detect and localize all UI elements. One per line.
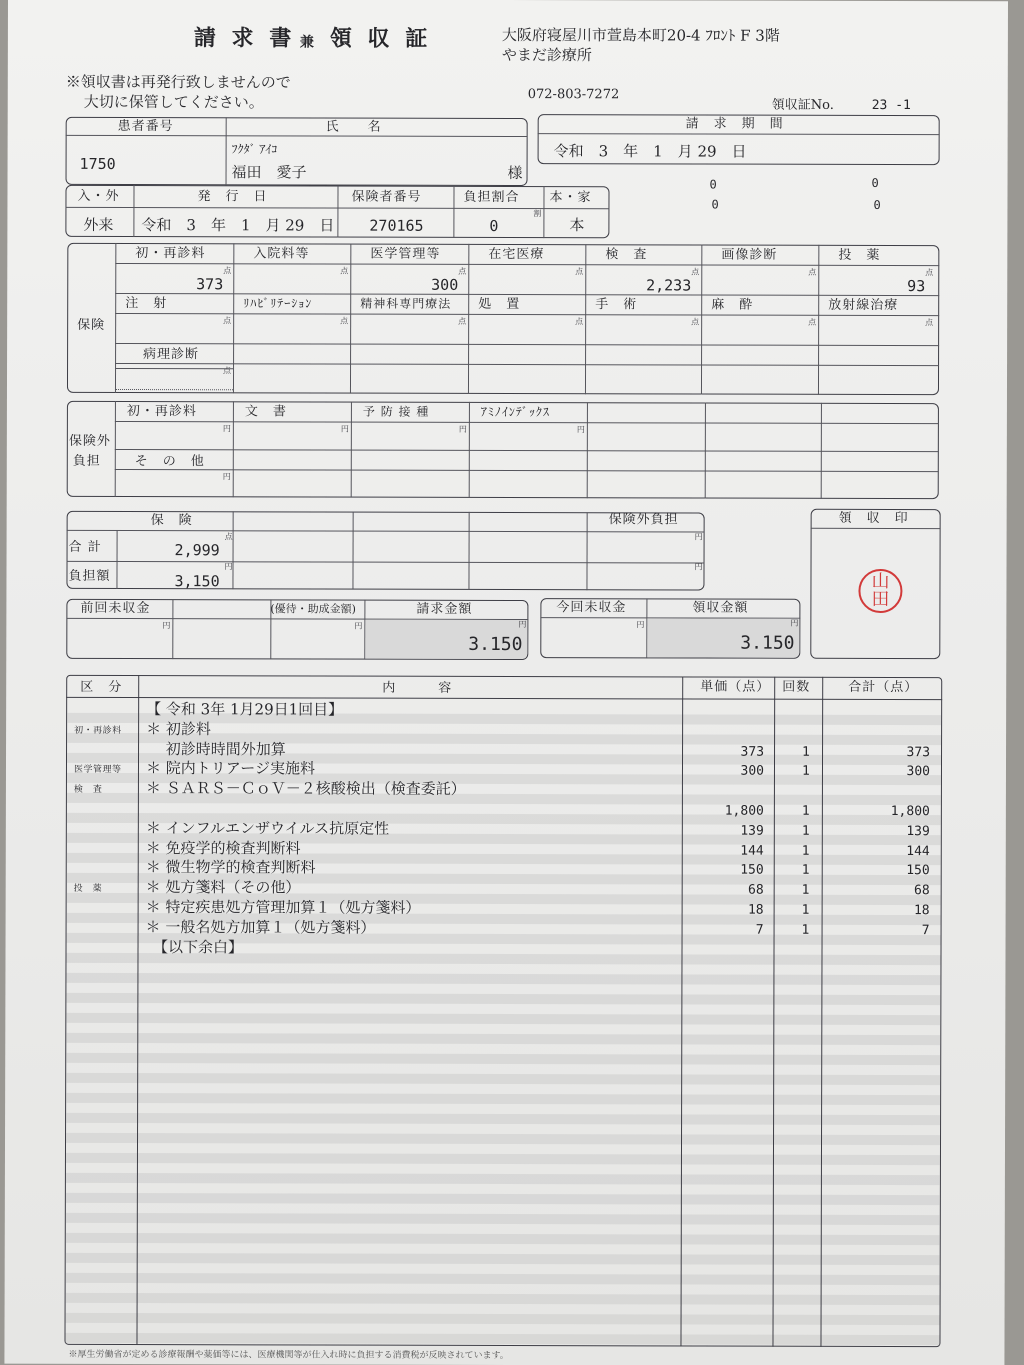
extra-zero-1: 0 xyxy=(709,177,717,192)
sum-unit: 点 xyxy=(224,532,233,542)
received-amount-label: 領収金額 xyxy=(692,600,749,616)
billed-amount-label: 請求金額 xyxy=(416,601,473,617)
details-stripe xyxy=(66,1213,940,1225)
details-row-count: 1 xyxy=(801,863,810,879)
ins-head-row2: ﾘﾊﾋﾞﾘﾃｰｼｮﾝ xyxy=(243,296,313,311)
previous-unpaid-label: 前回未収金 xyxy=(80,600,151,617)
ins-head-row1: 初・再診料 xyxy=(135,246,206,262)
noni-unit: 円 xyxy=(222,472,231,482)
billing-period-value: 令和 3 年 1 月 29 日 xyxy=(553,142,747,161)
receipt-stamp-label: 領 収 印 xyxy=(838,510,909,527)
details-stripe xyxy=(66,1273,940,1285)
received-unit: 円 xyxy=(790,618,799,628)
ins-row-line xyxy=(115,313,939,316)
total-sum: 2,999 xyxy=(174,541,220,560)
ins-head-row2: 手 術 xyxy=(595,297,638,313)
clinic-name: やまだ診療所 xyxy=(501,45,592,65)
details-head-unit-price: 単価（点） xyxy=(700,679,771,695)
ins-unit: 点 xyxy=(223,266,232,276)
ins-head-row1: 検 査 xyxy=(605,247,648,263)
details-row-price: 373 xyxy=(740,744,765,760)
stamp-char-1: 山 xyxy=(871,570,890,593)
patient-number: 1750 xyxy=(79,154,116,173)
ratio-unit: 割 xyxy=(533,209,542,219)
ins-unit: 点 xyxy=(925,318,934,328)
ins-value-row1: 93 xyxy=(907,277,926,296)
ins-row-line xyxy=(115,389,233,390)
noni-other-label: そ の 他 xyxy=(134,454,205,470)
non-ins-sum-unit: 円 xyxy=(694,532,703,542)
details-stripe xyxy=(66,1253,940,1265)
noni-unit: 円 xyxy=(340,424,349,434)
details-row-price: 1,800 xyxy=(724,803,764,819)
noni-row-line xyxy=(115,469,939,472)
noni-unit: 円 xyxy=(458,424,467,434)
ins-unit: 点 xyxy=(223,366,232,376)
ins-head-row1: 入院料等 xyxy=(253,246,310,262)
details-stripe xyxy=(66,1133,940,1145)
insured-family-label: 本・家 xyxy=(549,190,592,206)
ins-unit: 点 xyxy=(458,266,467,276)
details-head-count: 回数 xyxy=(782,679,811,695)
ins-col-line xyxy=(818,245,819,395)
ins-row-line xyxy=(115,368,233,369)
ins-row-line xyxy=(115,263,939,266)
totals-insurance-label: 保 険 xyxy=(150,513,193,529)
billed-amount: 3.150 xyxy=(468,633,523,656)
details-row-price: 300 xyxy=(740,764,765,780)
details-row-content: ＊ 初診料 xyxy=(146,719,211,739)
details-stripe xyxy=(66,1113,940,1125)
ins-head-row2: 精神科専門療法 xyxy=(360,296,452,311)
notice-line2: 大切に保管してください。 xyxy=(83,92,264,112)
subsidy-unit: 円 xyxy=(354,621,363,631)
ins-unit: 点 xyxy=(575,267,584,277)
title-left: 請 求 書 xyxy=(193,25,296,52)
details-row-content: 初診時時間外加算 xyxy=(146,739,286,759)
ins-head-row1: 画像診断 xyxy=(721,247,778,263)
ins-col-line xyxy=(233,243,234,393)
ins-col-line xyxy=(585,244,586,394)
details-row-price: 139 xyxy=(740,823,764,839)
clinic-phone: 072-803-7272 xyxy=(527,87,620,103)
noni-head: 初・再診料 xyxy=(126,404,197,420)
details-row-price: 7 xyxy=(755,922,764,938)
ins-row-line xyxy=(115,343,939,346)
details-stripe xyxy=(66,1293,940,1305)
details-row-count: 1 xyxy=(802,744,810,760)
details-row-total: 1,800 xyxy=(890,804,930,820)
details-row-total: 139 xyxy=(906,823,930,839)
noni-row-line xyxy=(115,449,939,452)
receipt-no-label: 領収証No. xyxy=(771,97,834,113)
details-rows xyxy=(65,701,942,983)
details-row-count: 1 xyxy=(801,764,810,780)
ins-col-line xyxy=(468,244,469,394)
details-row-content: ＊ 院内トリアージ実施料 xyxy=(145,759,316,778)
details-row xyxy=(66,780,942,802)
footer-note: ※厚生労働省が定める診療報酬や薬価等には、医療機関等が仕入れ時に負担する消費税が反映されています。 xyxy=(68,1349,509,1362)
noni-row-line xyxy=(115,421,939,424)
details-head-total: 合計（点） xyxy=(848,679,919,696)
details-row-count: 1 xyxy=(801,902,810,918)
details-row-total: 7 xyxy=(921,922,930,938)
patient-name: 福田 愛子 xyxy=(231,163,307,182)
ins-head-row1: 医学管理等 xyxy=(370,246,441,262)
details-row-count: 1 xyxy=(801,843,810,859)
ins-unit: 点 xyxy=(458,316,467,326)
details-head-content: 内 容 xyxy=(382,680,453,696)
details-row-count: 1 xyxy=(801,803,810,819)
ins-head-row2: 注 射 xyxy=(125,295,168,312)
non-insurance-label1: 保険外 xyxy=(68,433,111,449)
receipt-paper xyxy=(4,0,1008,1365)
noni-unit: 円 xyxy=(576,425,585,435)
details-row-content: ＊ インフルエンザウイルス抗原定性 xyxy=(145,818,390,838)
details-head-category: 区 分 xyxy=(80,679,123,695)
receipt-stamp-seal xyxy=(858,569,902,613)
ins-head-row1: 在宅医療 xyxy=(488,246,545,263)
details-stripe xyxy=(66,1093,940,1105)
ins-unit: 点 xyxy=(340,316,349,326)
details-row-count: 1 xyxy=(801,922,810,938)
ins-head-row2: 放射線治療 xyxy=(828,297,899,314)
clinic-address: 大阪府寝屋川市萱島本町20-4 ﾌﾛﾝﾄ F 3階 xyxy=(501,25,780,45)
ins-head-row2: 麻 酔 xyxy=(711,297,754,313)
ins-col-line xyxy=(350,244,351,394)
details-row-price: 18 xyxy=(747,902,764,918)
received-amount: 3.150 xyxy=(740,632,795,654)
burden-amount-label: 負担額 xyxy=(68,568,111,584)
details-row-category: 検 査 xyxy=(73,785,103,796)
details-stripe xyxy=(66,1153,940,1165)
title-mid: 兼 xyxy=(299,34,314,51)
insurer-number: 270165 xyxy=(369,216,424,235)
ins-unit: 点 xyxy=(691,317,700,327)
details-row-price: 150 xyxy=(740,863,764,879)
ins-value-row1: 2,233 xyxy=(646,276,692,295)
issue-date: 令和 3 年 1 月 29 日 xyxy=(141,216,335,235)
details-row-content: 【以下余白】 xyxy=(145,937,244,956)
details-stripe xyxy=(66,1013,940,1025)
insurance-grid xyxy=(115,243,939,395)
ins-row-line xyxy=(115,363,939,366)
details-stripe xyxy=(66,1033,940,1045)
insurance-section-label: 保険 xyxy=(77,317,106,333)
details-stripe xyxy=(66,1053,940,1065)
curr-unpaid-unit: 円 xyxy=(636,620,645,630)
ins-unit: 点 xyxy=(925,268,934,278)
noni-head: 予 防 接 種 xyxy=(362,404,430,419)
details-stripe xyxy=(66,1193,940,1205)
details-row xyxy=(65,938,941,960)
burden-ratio-label: 負担割合 xyxy=(463,189,520,206)
ins-unit: 点 xyxy=(223,316,232,326)
non-insurance-grid xyxy=(115,401,939,499)
extra-zero-3: 0 xyxy=(711,197,719,212)
billed-unit: 円 xyxy=(518,620,527,630)
ins-unit: 点 xyxy=(575,317,584,327)
insurer-number-label: 保険者番号 xyxy=(351,189,422,205)
title-right: 領 収 証 xyxy=(329,25,432,52)
details-stripe xyxy=(66,1073,940,1085)
visit-type: 外来 xyxy=(83,215,114,234)
details-row-total: 68 xyxy=(913,883,930,899)
details-row-count: 1 xyxy=(801,882,810,898)
stamp-char-2: 田 xyxy=(871,588,890,611)
ins-unit: 点 xyxy=(808,317,817,327)
extra-zero-2: 0 xyxy=(871,175,879,190)
total-sum-label: 合 計 xyxy=(68,539,102,555)
burden-amount: 3,150 xyxy=(174,572,220,591)
patient-name-label: 氏 名 xyxy=(325,119,382,135)
details-stripe xyxy=(66,993,940,1005)
details-row-total: 300 xyxy=(906,764,930,780)
burden-ratio: 0 xyxy=(489,216,499,235)
ins-unit: 点 xyxy=(340,266,349,276)
details-row-content: 【 令和 3年 1月29日1回目】 xyxy=(146,700,344,719)
ins-row-line xyxy=(115,293,939,296)
ins-head-row1: 投 薬 xyxy=(838,247,881,263)
details-row-count: 1 xyxy=(801,823,810,839)
ins-unit: 点 xyxy=(691,267,700,277)
noni-head: ｱﾐﾉｲﾝﾃﾞｯｸｽ xyxy=(480,404,550,420)
ins-value-row1: 373 xyxy=(196,275,224,294)
details-row-total: 144 xyxy=(906,843,930,859)
ins-unit: 点 xyxy=(808,267,817,277)
ins-col-line xyxy=(701,245,702,395)
details-row-category: 医学管理等 xyxy=(73,765,122,776)
issue-date-label: 発 行 日 xyxy=(197,189,268,205)
details-row-content: ＊ 処方箋料（その他） xyxy=(145,878,301,897)
receipt-no: 23 -1 xyxy=(871,97,911,114)
notice-line1: ※領収書は再発行致しませんので xyxy=(65,72,291,92)
prev-unpaid-unit: 円 xyxy=(162,621,171,631)
details-row-category: 投 薬 xyxy=(73,884,103,895)
details-row-price: 68 xyxy=(747,882,764,898)
noni-unit: 円 xyxy=(222,424,231,434)
current-unpaid-label: 今回未収金 xyxy=(556,600,627,616)
details-row-total: 373 xyxy=(906,744,931,760)
details-row-content: ＊ 免疫学的検査判断料 xyxy=(145,838,301,858)
details-stripe xyxy=(65,1333,939,1345)
details-stripe xyxy=(66,1233,940,1245)
totals-non-insurance-label: 保険外負担 xyxy=(608,512,679,528)
details-stripe xyxy=(66,1173,940,1185)
patient-kana: ﾌｸﾀﾞ ｱｲｺ xyxy=(231,142,278,157)
details-stripe xyxy=(66,1313,940,1325)
extra-zero-4: 0 xyxy=(873,197,881,212)
patient-number-label: 患者番号 xyxy=(117,118,174,135)
burden-unit: 円 xyxy=(224,562,233,572)
non-ins-burden-unit: 円 xyxy=(694,562,703,572)
honorific-sama: 様 xyxy=(507,163,523,183)
subsidy-label: (優待・助成金額) xyxy=(270,602,357,616)
ins-head-row2: 処 置 xyxy=(478,296,521,313)
insured-family: 本 xyxy=(569,216,585,235)
ins-head-row3: 病理診断 xyxy=(143,347,200,363)
noni-head: 文 書 xyxy=(244,404,287,420)
ins-value-row1: 300 xyxy=(431,275,459,294)
billing-period-label: 請 求 期 間 xyxy=(685,116,784,132)
details-row-content: ＊ 一般名処方加算１（処方箋料） xyxy=(145,917,376,937)
details-row-price: 144 xyxy=(740,843,764,859)
details-row-total: 18 xyxy=(913,903,930,919)
details-row-content: ＊ 特定疾患処方管理加算１（処方箋料） xyxy=(145,898,421,917)
non-insurance-label2: 負担 xyxy=(72,453,101,469)
details-row-content: ＊ 微生物学的検査判断料 xyxy=(145,858,316,877)
visit-type-label: 入・外 xyxy=(77,188,120,204)
details-row-category: 初・再診料 xyxy=(74,725,122,736)
details-row-content: ＊ ＳＡＲＳ－ＣｏＶ－２核酸検出（検査委託） xyxy=(145,779,466,799)
details-row-total: 150 xyxy=(906,863,930,879)
